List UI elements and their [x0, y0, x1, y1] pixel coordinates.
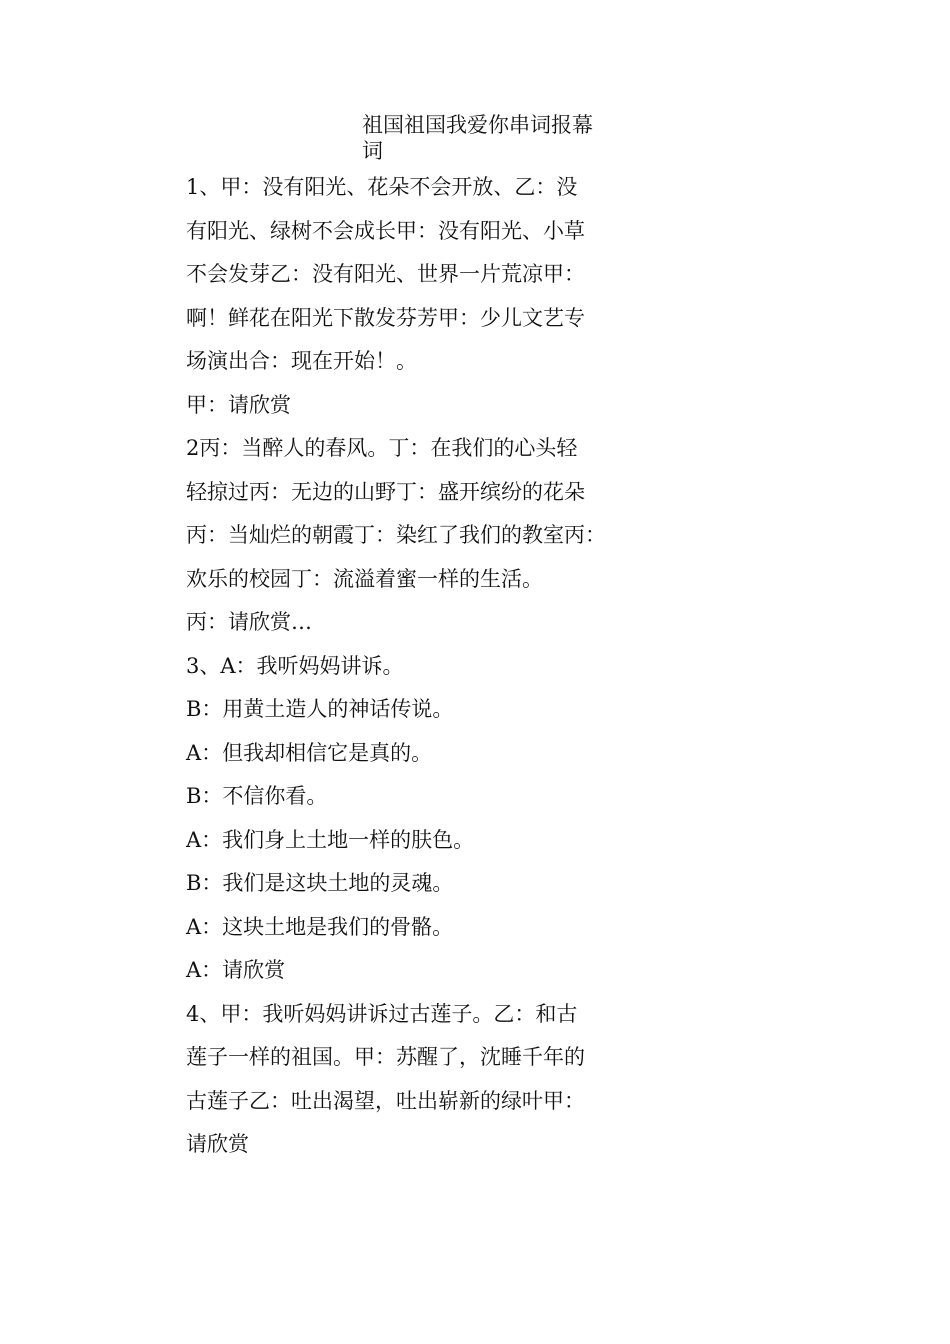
paragraph	[186, 688, 626, 732]
text-line: B：不信你看。	[186, 784, 328, 808]
paragraph	[186, 775, 626, 819]
paragraph	[186, 819, 626, 863]
text-line: 4、甲：我听妈妈讲诉过古莲子。乙：和古	[186, 1001, 578, 1026]
text-line: 3、A：我听妈妈讲诉。	[186, 653, 404, 678]
text-line: B：我们是这块土地的灵魂。	[186, 871, 454, 895]
paragraph	[186, 601, 626, 645]
text-line: 啊！鲜花在阳光下散发芬芳甲：少儿文艺专	[186, 305, 585, 330]
paragraph	[186, 949, 626, 993]
text-line: B：用黄土造人的神话传说。	[186, 697, 454, 721]
text-line: 丙：当灿烂的朝霞丁：染红了我们的教室丙：	[186, 523, 606, 547]
text-line: A：我们身上土地一样的肤色。	[186, 827, 475, 852]
text-line: A：但我却相信它是真的。	[186, 740, 433, 765]
text-line: 欢乐的校园丁：流溢着蜜一样的生活。	[186, 566, 543, 591]
text-line: 2丙：当醉人的春风。丁：在我们的心头轻	[186, 436, 578, 460]
document-title	[362, 112, 612, 164]
paragraph	[186, 906, 626, 950]
paragraph	[186, 166, 626, 384]
text-line: 莲子一样的祖国。甲：苏醒了，沈睡千年的	[186, 1045, 585, 1069]
text-line: A：请欣赏	[186, 958, 286, 982]
title-line: 词	[362, 139, 383, 163]
paragraph	[186, 645, 626, 689]
text-line: 有阳光、绿树不会成长甲：没有阳光、小草	[186, 218, 585, 243]
text-line: 古莲子乙：吐出渴望，吐出崭新的绿叶甲：	[186, 1088, 585, 1113]
text-line: 丙：请欣赏…	[186, 610, 312, 634]
paragraph	[186, 427, 626, 601]
text-line: 请欣赏	[186, 1132, 249, 1156]
text-line: 甲：请欣赏	[186, 392, 291, 417]
text-line: 轻掠过丙：无边的山野丁：盛开缤纷的花朵	[186, 479, 585, 504]
paragraph	[186, 993, 626, 1167]
paragraph	[186, 732, 626, 776]
text-line: 1、甲：没有阳光、花朵不会开放、乙：没	[186, 175, 578, 199]
text-line: 不会发芽乙：没有阳光、世界一片荒凉甲：	[186, 262, 585, 286]
text-line: A：这块土地是我们的骨骼。	[186, 914, 454, 939]
title-line: 祖国祖国我爱你串词报幕	[362, 113, 593, 137]
text-line: 场演出合：现在开始！。	[186, 349, 417, 373]
paragraph	[186, 384, 626, 428]
paragraph	[186, 862, 626, 906]
document-body	[186, 166, 626, 1167]
